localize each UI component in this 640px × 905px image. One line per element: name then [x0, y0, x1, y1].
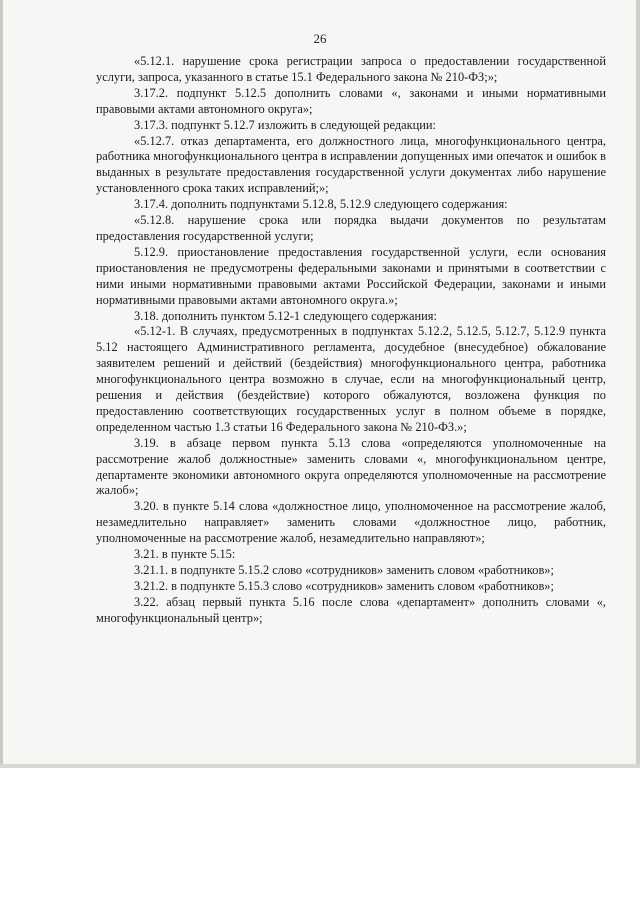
paragraph-3-21: 3.21. в пункте 5.15: [134, 547, 236, 562]
paragraph-3-20: 3.20. в пункте 5.14 слова «должностное лицо, уполномоченное на рассмотрение жалоб, незамедлительно направляет» заменить словами «должностное лицо, работник, уполномоченные на рассмотрение жалоб, незамедлительно направляют»; [96, 499, 606, 546]
paragraph-3-21-2: 3.21.2. в подпункте 5.15.3 слово «сотрудников» заменить словом «работников»; [134, 578, 554, 593]
scan-left-edge [0, 0, 3, 768]
scan-right-edge [636, 0, 640, 768]
paragraph-5-12-1: «5.12.1. нарушение срока регистрации запроса о предоставлении государственной услуги, запроса, указанного в статье 15.1 Федерального закона № 210-ФЗ;»; [96, 54, 606, 84]
paragraph-3-17-2: 3.17.2. подпункт 5.12.5 дополнить словами «, законами и иными нормативными правовыми актами автономного округа»; [96, 85, 606, 116]
paragraph-3-18: 3.18. дополнить пунктом 5.12-1 следующего содержания: [134, 308, 437, 323]
paragraph-5-12-9: 5.12.9. приостановление предоставления государственной услуги, если основания приостановления не предусмотрены федеральными законами и принятыми в соответствии с ними иными нормативными правовыми актами Российской Федерации, законами и иными нормативными правовыми актами автономного округа.»; [96, 244, 606, 307]
document-body [96, 54, 606, 627]
paragraph-5-12-7: «5.12.7. отказ департамента, его должностного лица, многофункционального центра, работника многофункционального центра в исправлении допущенных ими опечаток и ошибок в выданных в результате предоставления государственной услуги документах либо нарушение установленного срока таких исправлений;»; [96, 133, 606, 196]
paragraph-5-12-8: «5.12.8. нарушение срока или порядка выдачи документов по результатам предоставления государственной услуги; [96, 213, 606, 243]
paragraph-3-22: 3.22. абзац первый пункта 5.16 после слова «департамент» дополнить словами «, многофункциональный центр»; [96, 594, 606, 625]
page-number: 26 [313, 31, 327, 46]
paragraph-3-17-3: 3.17.3. подпункт 5.12.7 изложить в следующей редакции: [134, 117, 436, 132]
paragraph-5-12-1-extended: «5.12-1. В случаях, предусмотренных в подпунктах 5.12.2, 5.12.5, 5.12.7, 5.12.9 пункта 5.12 настоящего Административного регламента, досудебное (внесудебное) обжалование заявителем решений и действий (бездействия) многофункционального центра, работника многофункционального центра возможно в случае, если на многофункциональный центр, решения и действия (бездействие) которого обжалуются, возложена функция по предоставлению соответствующих государственных услуг в полном объеме в порядке, определенном частью 1.3 статьи 16 Федерального закона № 210-ФЗ.»; [96, 324, 606, 434]
paragraph-3-17-4: 3.17.4. дополнить подпунктами 5.12.8, 5.12.9 следующего содержания: [134, 197, 508, 212]
paragraph-3-19: 3.19. в абзаце первом пункта 5.13 слова «определяются уполномоченные на рассмотрение жалоб должностные» заменить словами «, многофункциональном центре, департаменте экономики автономного округа определяются уполномоченные на рассмотрение жалоб»; [96, 435, 606, 498]
paragraph-3-21-1: 3.21.1. в подпункте 5.15.2 слово «сотрудников» заменить словом «работников»; [134, 563, 554, 577]
blank-area [0, 768, 640, 905]
